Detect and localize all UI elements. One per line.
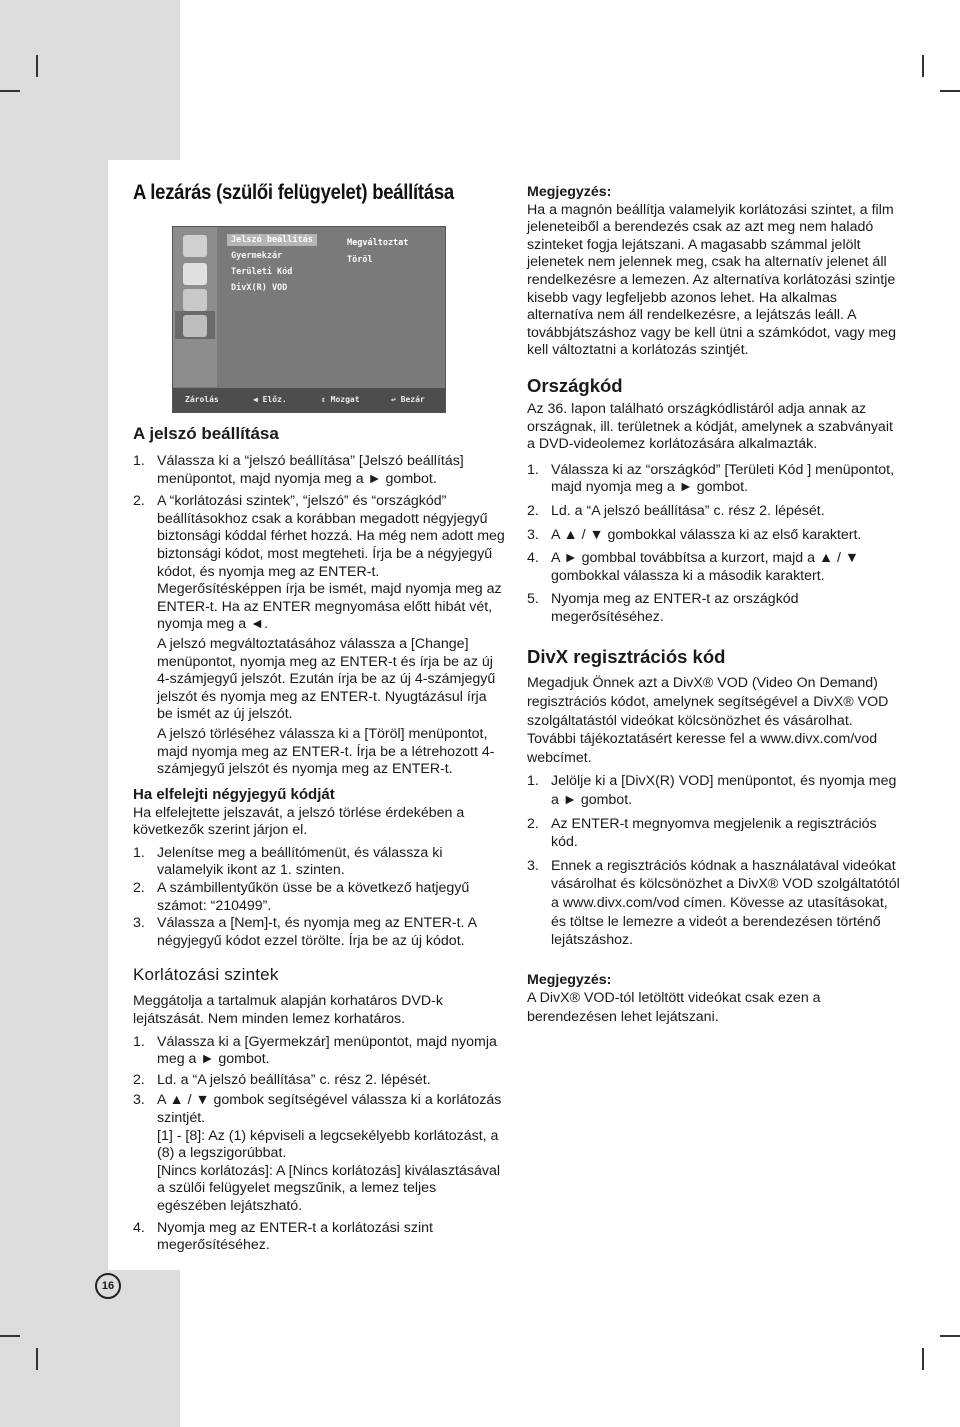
list-item: 3. Ennek a regisztrációs kódnak a használatával videókat vásárolhat és kölcsönözhet a DivX® VOD szolgáltatótól a www.divx.com/vod címen. Kövesse az utasításokat, és töltse le lemezre a videót a berendezésen történő lejátszáshoz. [527,857,900,949]
crop-mark [36,1348,38,1370]
bar-label-lock: Zárolás [185,395,219,404]
paragraph: [1] - [8]: Az (1) képviseli a legcsekélyebb korlátozást, a (8) a legszigorúbbat. [157,1127,499,1162]
list-item: 2. Az ENTER-t megnyomva megjelenik a regisztrációs kód. [527,815,877,851]
top-white-area [180,0,960,160]
list-item: 3. A ▲ / ▼ gombok segítségével válassza ki a korlátozás szintjét. [133,1092,502,1126]
rating-steps [133,1034,505,1128]
list-item: 1. Válassza ki a [Gyermekzár] menüpontot, majd nyomja meg a ► gombot. [133,1033,497,1068]
menu-bottom-bar [173,388,445,412]
lock-icon [183,315,207,337]
paragraph: Megadjuk Önnek azt a DivX® VOD (Video On Demand) regisztrációs kódot, amelynek segítségével a DivX® VOD szolgáltatástól videókat kölcsönözhet és vásárolhat. További tájékoztatásért keresse fel a www.divx.com/vod webcímet. [527,675,889,766]
paragraph: [Nincs korlátozás]: A [Nincs korlátozás] kiválasztásával a szülői felügyelet megszűnik, a lemez teljes egészében lejátszható. [157,1162,500,1214]
paragraph: Meggátolja a tartalmuk alapján korhatáros DVD-k lejátszását. Nem minden lemez korhatáros. [133,993,443,1028]
left-column [133,424,505,1255]
audio-icon [183,289,207,311]
menu-icon-strip [173,227,217,387]
crop-mark [922,1348,924,1370]
list-item: 2. A számbillentyűkön üsse be a következő hatjegyű számot: “210499”. [133,880,470,914]
bar-label-close: ↩ Bezár [391,395,425,404]
paragraph: A jelszó törléséhez válassza ki a [Töröl] menüpontot, majd nyomja meg az ENTER-t. Írja be a létrehozott 4-számjegyű jelszót és nyomja meg az ENTER-t. [157,725,495,778]
bar-label-move: ⇕ Mozgat [321,395,360,404]
note-heading: Megjegyzés: [527,971,612,988]
crop-mark [0,90,20,92]
paragraph: A jelszó megváltoztatásához válassza a [Change] menüpontot, nyomja meg az ENTER-t és írja be az új 4-számjegyű jelszót. Ezután írja be az új 4-számjegyű jelszót és nyomja meg az ENTER-t. Nyugtázásul írja be ismét az új jelszót. [157,635,496,723]
right-column [527,184,903,1027]
heading-forgot-code: Ha elfelejti négyjegyű kódját [133,785,335,803]
language-icon [183,263,207,285]
paragraph: A DivX® VOD-tól letöltött videókat csak ezen a berendezésen lehet lejátszani. [527,990,821,1025]
menu-option-change: Megváltoztat [347,238,409,248]
paragraph: Az 36. lapon található országkódlistáról adja annak az országnak, ill. területnek a kódját, amelynek a szabványait a DVD-videolemez korlátozására alkalmazták. [527,400,893,453]
list-item: 1. Jelölje ki a [DivX(R) VOD] menüpontot, és nyomja meg a ► gombot. [527,773,897,809]
paragraph: Ha elfelejtette jelszavát, a jelszó törlése érdekében a következők szerint járjon el. [133,804,465,839]
menu-item-password: Jelszó beállítás [227,234,317,246]
rating-step-4 [133,1220,505,1255]
bar-label-prev: ◀ Előz. [253,395,287,404]
list-item: 2. A “korlátozási szintek”, “jelszó” és “országkód” beállításokhoz csak a korábban megadott négyjegyű biztonsági kóddal férhet hozzá. Ha még nem adott meg biztonsági kódot, most megteheti. Írja be a négyjegyű kódot, és nyomja meg az ENTER-t. Megerősítésképpen írja be ismét, majd nyomja meg az ENTER-t. Ha az ENTER megnyomása előtt hibát vét, nyomja meg a ◄. [133,493,505,633]
crop-mark [922,55,924,77]
setup-menu-screenshot [172,226,446,413]
crop-mark [940,90,960,92]
heading-country-code: Országkód [527,374,623,396]
crop-mark [940,1335,960,1337]
menu-option-delete: Töröl [347,255,373,265]
page-number: 16 [95,1273,121,1299]
divx-steps [527,772,903,949]
page-title: A lezárás (szülői felügyelet) beállítása [133,180,454,204]
list-item: 2. Ld. a “A jelszó beállítása” c. rész 2. lépését. [133,1071,431,1088]
password-steps [133,453,505,634]
heading-rating-levels: Korlátozási szintek [133,965,279,985]
list-item: 5. Nyomja meg az ENTER-t az országkód megerősítéséhez. [527,591,799,625]
list-item: 4. A ► gombbal továbbítsa a kurzort, majd a ▲ / ▼ gombokkal válassza ki a második karaktert. [527,550,859,584]
list-item: 1. Jelenítse meg a beállítómenüt, és válassza ki valamelyik ikont az 1. szinten. [133,844,443,879]
heading-divx-code: DivX regisztrációs kód [527,646,726,668]
menu-item-area-code: Területi Kód [231,267,293,277]
paragraph: Ha a magnón beállítja valamelyik korlátozási szintet, a film jeleneteiből a berendezés csak az azt meg nem haladó szinteket fogja lejátszani. A magasabb számmal jelölt jelenetek nem jelennek meg, csak ha alternatív jelenet áll rendelkezésre a lemezen. Az alternatíva korlátozási szintje kisebb vagy legfeljebb azonos lehet. Ha alkalmas alternatíva nem áll rendelkezésre, a lejátszás leáll. A továbbjátszáshoz vagy be kell ütni a számkódot, vagy meg kell változtatni a korlátozás szintjét. [527,201,897,359]
country-steps [527,462,903,627]
menu-item-divx: DivX(R) VOD [231,283,288,293]
list-item: 3. A ▲ / ▼ gombokkal válassza ki az első karaktert. [527,526,862,543]
list-item: 3. Válassza a [Nem]-t, és nyomja meg az ENTER-t. A négyjegyű kódot ezzel törölte. Írja be az új kódot. [133,915,477,949]
list-item: 1. Válassza ki az “országkód” [Területi Kód ] menüpontot, majd nyomja meg a ► gombot. [527,461,895,496]
list-item: 1. Válassza ki a “jelszó beállítása” [Jelszó beállítás] menüpontot, majd nyomja meg a ► gombot. [133,453,464,487]
display-icon [183,235,207,257]
list-item: 4. Nyomja meg az ENTER-t a korlátozási szint megerősítéséhez. [133,1219,433,1254]
forgot-steps [133,845,505,951]
crop-mark [36,55,38,77]
list-item: 2. Ld. a “A jelszó beállítása” c. rész 2. lépését. [527,502,825,519]
heading-password: A jelszó beállítása [133,424,279,443]
crop-mark [0,1335,20,1337]
menu-item-rating: Gyermekzár [231,251,283,261]
note-heading: Megjegyzés: [527,184,612,200]
